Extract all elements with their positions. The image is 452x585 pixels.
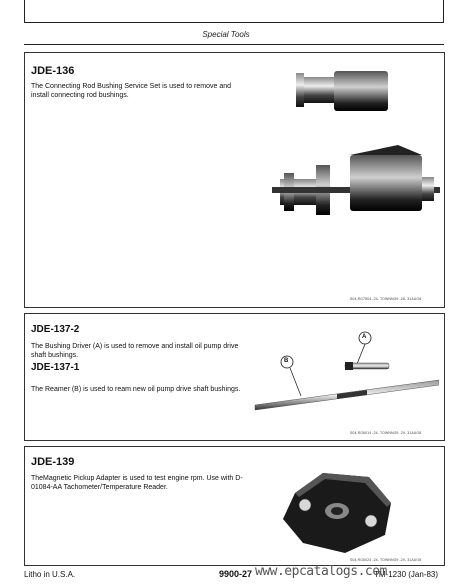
connecting-rod-bushing-tool-illustration — [250, 61, 440, 241]
callout-a-label: A — [362, 334, 367, 340]
tool-description: The Bushing Driver (A) is used to remove and install oil pump drive shaft bushings. — [31, 343, 239, 359]
watermark: www.epcatalogs.com — [255, 564, 387, 579]
tool-id: JDE-139 — [31, 456, 75, 468]
footer-litho: Litho in U.S.A. — [24, 570, 76, 579]
photo-reference: S04,RG6014 -24- TOWNNG9 -29- 31AUG8 — [350, 431, 422, 435]
bushing-driver-reamer-illustration — [253, 328, 439, 428]
footer-page-number: 9900-27 — [219, 569, 253, 579]
tool-description: The Connecting Rod Bushing Service Set is used to remove and install connecting rod bushings. — [31, 83, 232, 99]
tool-description: TheMagnetic Pickup Adapter is used to test engine rpm. Use with D-01084-AA Tachometer/Temperature Reader. — [31, 475, 243, 491]
panel-jde-139 — [24, 446, 445, 566]
panel-jde-137 — [24, 313, 445, 441]
tool-description-secondary: The Reamer (B) is used to ream new oil pump drive shaft bushings. — [31, 386, 241, 393]
frame-left-rule — [24, 0, 25, 22]
tool-id: JDE-136 — [31, 65, 75, 77]
panel-jde-136 — [24, 52, 445, 308]
section-title: Special Tools — [202, 30, 250, 39]
photo-reference: S04,RG7804 -24- TOWNNG9 -28- 31AUG8 — [350, 297, 422, 301]
photo-reference: S04,RG6024 -24- TOWNNG9 -29- 31AUG8 — [350, 558, 422, 562]
tool-id-secondary: JDE-137-1 — [31, 362, 80, 373]
footer-doc-id: TM-1230 (Jan-83) — [374, 570, 439, 579]
tool-id: JDE-137-2 — [31, 324, 80, 335]
header-rule — [24, 22, 444, 23]
header-bottom-rule — [24, 44, 444, 45]
magnetic-pickup-adapter-illustration — [273, 463, 403, 558]
frame-right-rule — [443, 0, 444, 22]
callout-b-label: B — [284, 358, 289, 364]
